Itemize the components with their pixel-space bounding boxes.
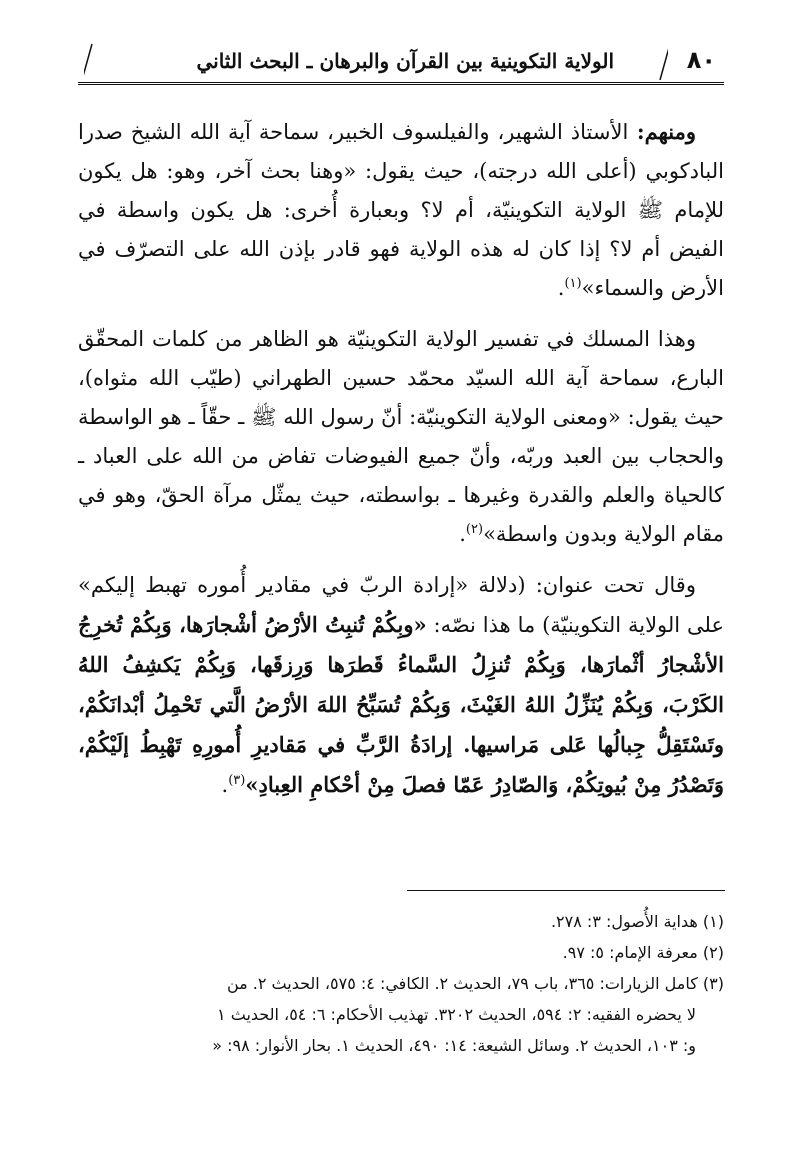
page-number: ٨٠ bbox=[686, 46, 716, 74]
footnotes bbox=[78, 904, 724, 1061]
header-divider-ornament bbox=[608, 42, 668, 82]
period: . bbox=[221, 773, 229, 797]
footnote-marker: (٢) bbox=[465, 522, 484, 537]
footnote-marker: (٣) bbox=[228, 773, 246, 788]
footnote-line: (٣) كامل الزيارات: ٣٦٥، باب ٧٩، الحديث ٢. الكافي: ٤: ٥٧٥، الحديث ٢. من bbox=[226, 974, 724, 993]
period: . bbox=[459, 522, 466, 546]
header-divider-ornament bbox=[84, 42, 144, 82]
quoted-ziyara-text: «وبِكُمْ تُنبِتُ الأرْضُ أشْجارَها، وَبِكُمْ تُخرِجُ الأشْجارُ أثْمارَها، وَبِكُمْ تُنزِلُ السَّماءُ قَطرَها وَرِزقَها، وَبِكُمْ يَكشِفُ اللهُ الكَرْبَ، وَبِكُمْ يُنَزِّلُ اللهُ الغَيْثَ، وَبِكُمْ تُسَبِّحُ اللهَ الأرْضُ الَّتي تَحْمِلُ أبْدانَكُمْ، وتَسْتَقِلُّ جِبالُها عَلى مَراسيها. إرادَةُ الرَّبِّ في مَقاديرِ أُمورِهِ تَهْبِطُ إلَيْكُمْ، وَتَصْدُرُ مِنْ بُيوتِكُمْ، وَالصّادِرُ عَمّا فصلَ مِنْ أحْكامِ العِبادِ» bbox=[78, 612, 724, 797]
running-header bbox=[78, 42, 724, 85]
footnote-line: و: ١٠٣، الحديث ٢. وسائل الشيعة: ١٤: ٤٩٠، الحديث ١. بحار الأنوار: ٩٨: « bbox=[212, 1036, 696, 1055]
paragraph bbox=[78, 112, 724, 308]
paragraph bbox=[78, 566, 724, 805]
footnote-line: (١) هداية الأُصول: ٣: ٢٧٨. bbox=[550, 912, 724, 931]
period: . bbox=[557, 276, 565, 300]
paragraph-text: وقال تحت عنوان: (دلالة «إرادة الربّ في مقادير أُموره تهبط إليكم» على الولاية التكوينيّة) ما هذا نصّه: bbox=[78, 573, 724, 637]
running-title: الولاية التكوينية بين القرآن والبرهان ـ البحث الثاني bbox=[196, 49, 614, 73]
paragraph bbox=[78, 320, 724, 554]
footnote-marker: (١) bbox=[564, 276, 582, 291]
main-text bbox=[78, 112, 724, 817]
paragraph-text: الأستاذ الشهير، والفيلسوف الخبير، سماحة آية الله الشيخ صدرا البادكوبي (أعلى الله درجته)، حيث يقول: «وهنا بحث آخر، وهو: هل يكون للإمام ﷺ الولاية التكوينيّة، أم لا؟ وبعبارة أُخرى: هل يكون واسطة في الفيض أم لا؟ إذا كان له هذه الولاية فهو قادر بإذن الله على التصرّف في الأرض والسماء» bbox=[78, 120, 724, 300]
footnote-line: (٢) معرفة الإمام: ٥: ٩٧. bbox=[562, 943, 724, 962]
footnote-line: لا يحضره الفقيه: ٢: ٥٩٤، الحديث ٣٢٠٢. تهذيب الأحكام: ٦: ٥٤، الحديث ١ bbox=[217, 1005, 696, 1024]
footnote-separator bbox=[407, 890, 725, 891]
paragraph-text: وهذا المسلك في تفسير الولاية التكوينيّة هو الظاهر من كلمات المحقّق البارع، سماحة آية الله السيّد محمّد حسين الطهراني (طيّب الله مثواه)، حيث يقول: «ومعنى الولاية التكوينيّة: أنّ رسول الله ﷺ ـ حقّاً ـ هو الواسطة والحجاب بين العبد وربّه، وأنّ جميع الفيوضات تفاض من الله على العباد ـ كالحياة والعلم والقدرة وغيرها ـ بواسطته، حيث يمثّل مرآة الحقّ، وهو في مقام الولاية وبدون واسطة» bbox=[78, 327, 724, 546]
paragraph-lead: ومنهم: bbox=[628, 119, 696, 144]
